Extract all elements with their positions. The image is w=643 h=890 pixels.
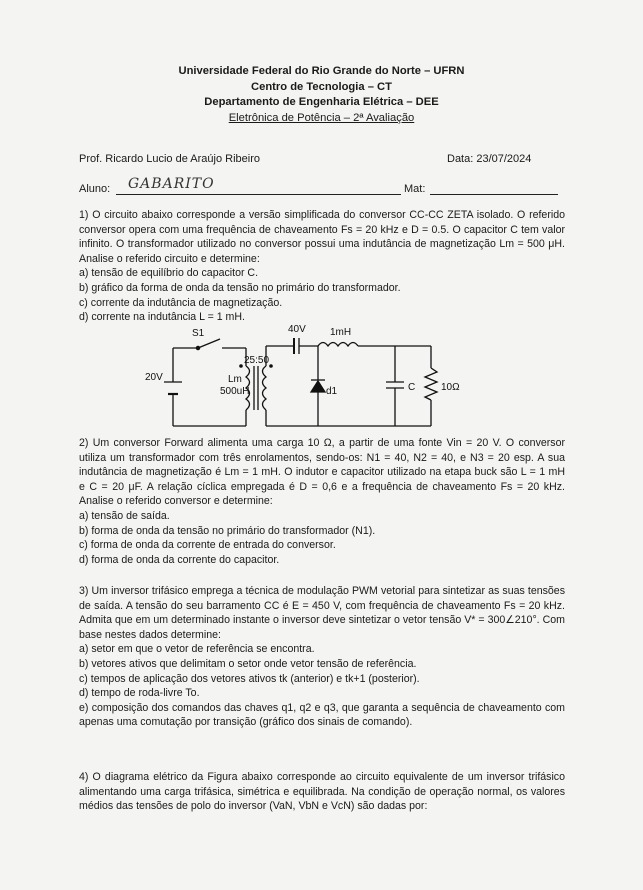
q1-item-c: c) corrente da indutância de magnetização. [79,296,283,309]
mat-field-line[interactable] [430,194,558,195]
q3-intro: 3) Um inversor trifásico emprega a técnica de modulação PWM vetorial para sintetizar as suas tensões de saída. A tensão do seu barramento CC é E = 450 V, com frequência de chaveamento Fs = 20 kHz. Admita que em um determinado instante o inversor deve sintetizar o vetor tensão V* = 300∠210°. Com base nestes dados determine: [79,585,565,641]
q3-item-b: b) vetores ativos que delimitam o setor onde vetor tensão de referência. [79,657,417,670]
professor-name: Prof. Ricardo Lucio de Araújo Ribeiro [79,153,260,165]
capacitor-label: C [408,382,416,393]
q1-item-d: d) corrente na indutância L = 1 mH. [79,311,245,324]
student-field-line[interactable] [116,194,401,195]
switch-label: S1 [192,328,205,339]
zeta-converter-circuit [140,322,470,440]
q1-intro: 1) O circuito abaixo corresponde a versão simplificada do conversor CC-CC ZETA isolado. O referido conversor opera com uma frequência de chaveamento Fs = 20 kHz e D = 0.5. O capacitor C tem valor infinito. O transformador utilizado no conversor possui uma indutância de magnetização Lm = 500 μH. Analise o referido circuito e determine: [79,209,565,265]
q2-item-b: b) forma de onda da tensão no primário do transformador (N1). [79,524,376,537]
inductor-label: 1mH [330,327,352,338]
subject-title: Eletrônica de Potência – 2ª Avaliação [228,111,415,124]
mat-label: Mat: [404,183,426,195]
q4-intro: 4) O diagrama elétrico da Figura abaixo corresponde ao circuito equivalente de um inversor trifásico alimentando uma carga trifásica, simétrica e equilibrada. Na condição de operação normal, os valores médios das tensões de polo do inversor (VaN, VbN e VcN) são dadas por: [79,771,565,813]
exam-header [0,64,643,126]
cap-voltage-label: 40V [288,324,306,335]
q3-item-d: d) tempo de roda-livre To. [79,687,200,700]
student-label: Aluno: [79,183,111,195]
q2-item-c: c) forma de onda da corrente de entrada do conversor. [79,539,336,552]
university-name: Universidade Federal do Rio Grande do Norte – UFRN [178,65,465,77]
lm-value-label: 500uH [220,386,250,397]
q2-intro: 2) Um conversor Forward alimenta uma carga 10 Ω, a partir de uma fonte Vin = 20 V. O conversor utiliza um transformador com três enrolamentos, sendo-os: N1 = 40, N2 = 40, e N3 = 20 esp. A sua indutância de magnetização é Lm = 1 mH. O indutor e capacitor utilizado na etapa buck são L = 1 mH e C = 20 μF. A relação cíclica empregada é D = 0,6 e a frequência de chaveamento Fs = 20 kHz. Analise o referido conversor e determine: [79,437,565,508]
resistor-label: 10Ω [441,382,460,393]
center-name: Centro de Tecnologia – CT [251,80,392,93]
question-4 [79,770,565,814]
lm-label: Lm [228,374,242,385]
exam-date: Data: 23/07/2024 [447,153,532,165]
q3-item-e: e) composição dos comandos das chaves q1, q2 e q3, que garanta a sequência de chaveamento com apenas uma comutação por transição (gráfico dos sinais de comando). [79,701,565,729]
department-name: Departamento de Engenharia Elétrica – DEE [204,96,439,108]
question-1 [79,208,565,325]
q2-item-a: a) tensão de saída. [79,509,170,522]
question-3 [79,584,565,730]
question-2 [79,436,565,567]
q3-item-c: c) tempos de aplicação dos vetores ativos tk (anterior) e tk+1 (posterior). [79,672,420,685]
diode-label: d1 [326,386,338,397]
q1-item-a: a) tensão de equilíbrio do capacitor C. [79,267,259,280]
turns-ratio-label: 25:50 [244,355,270,366]
q3-item-a: a) setor em que o vetor de referência se encontra. [79,643,315,656]
q2-item-d: d) forma de onda da corrente do capacitor. [79,553,280,566]
source-voltage-label: 20V [145,372,163,383]
student-handwritten-value: GABARITO [128,176,215,192]
q1-item-b: b) gráfico da forma de onda da tensão no primário do transformador. [79,281,401,294]
